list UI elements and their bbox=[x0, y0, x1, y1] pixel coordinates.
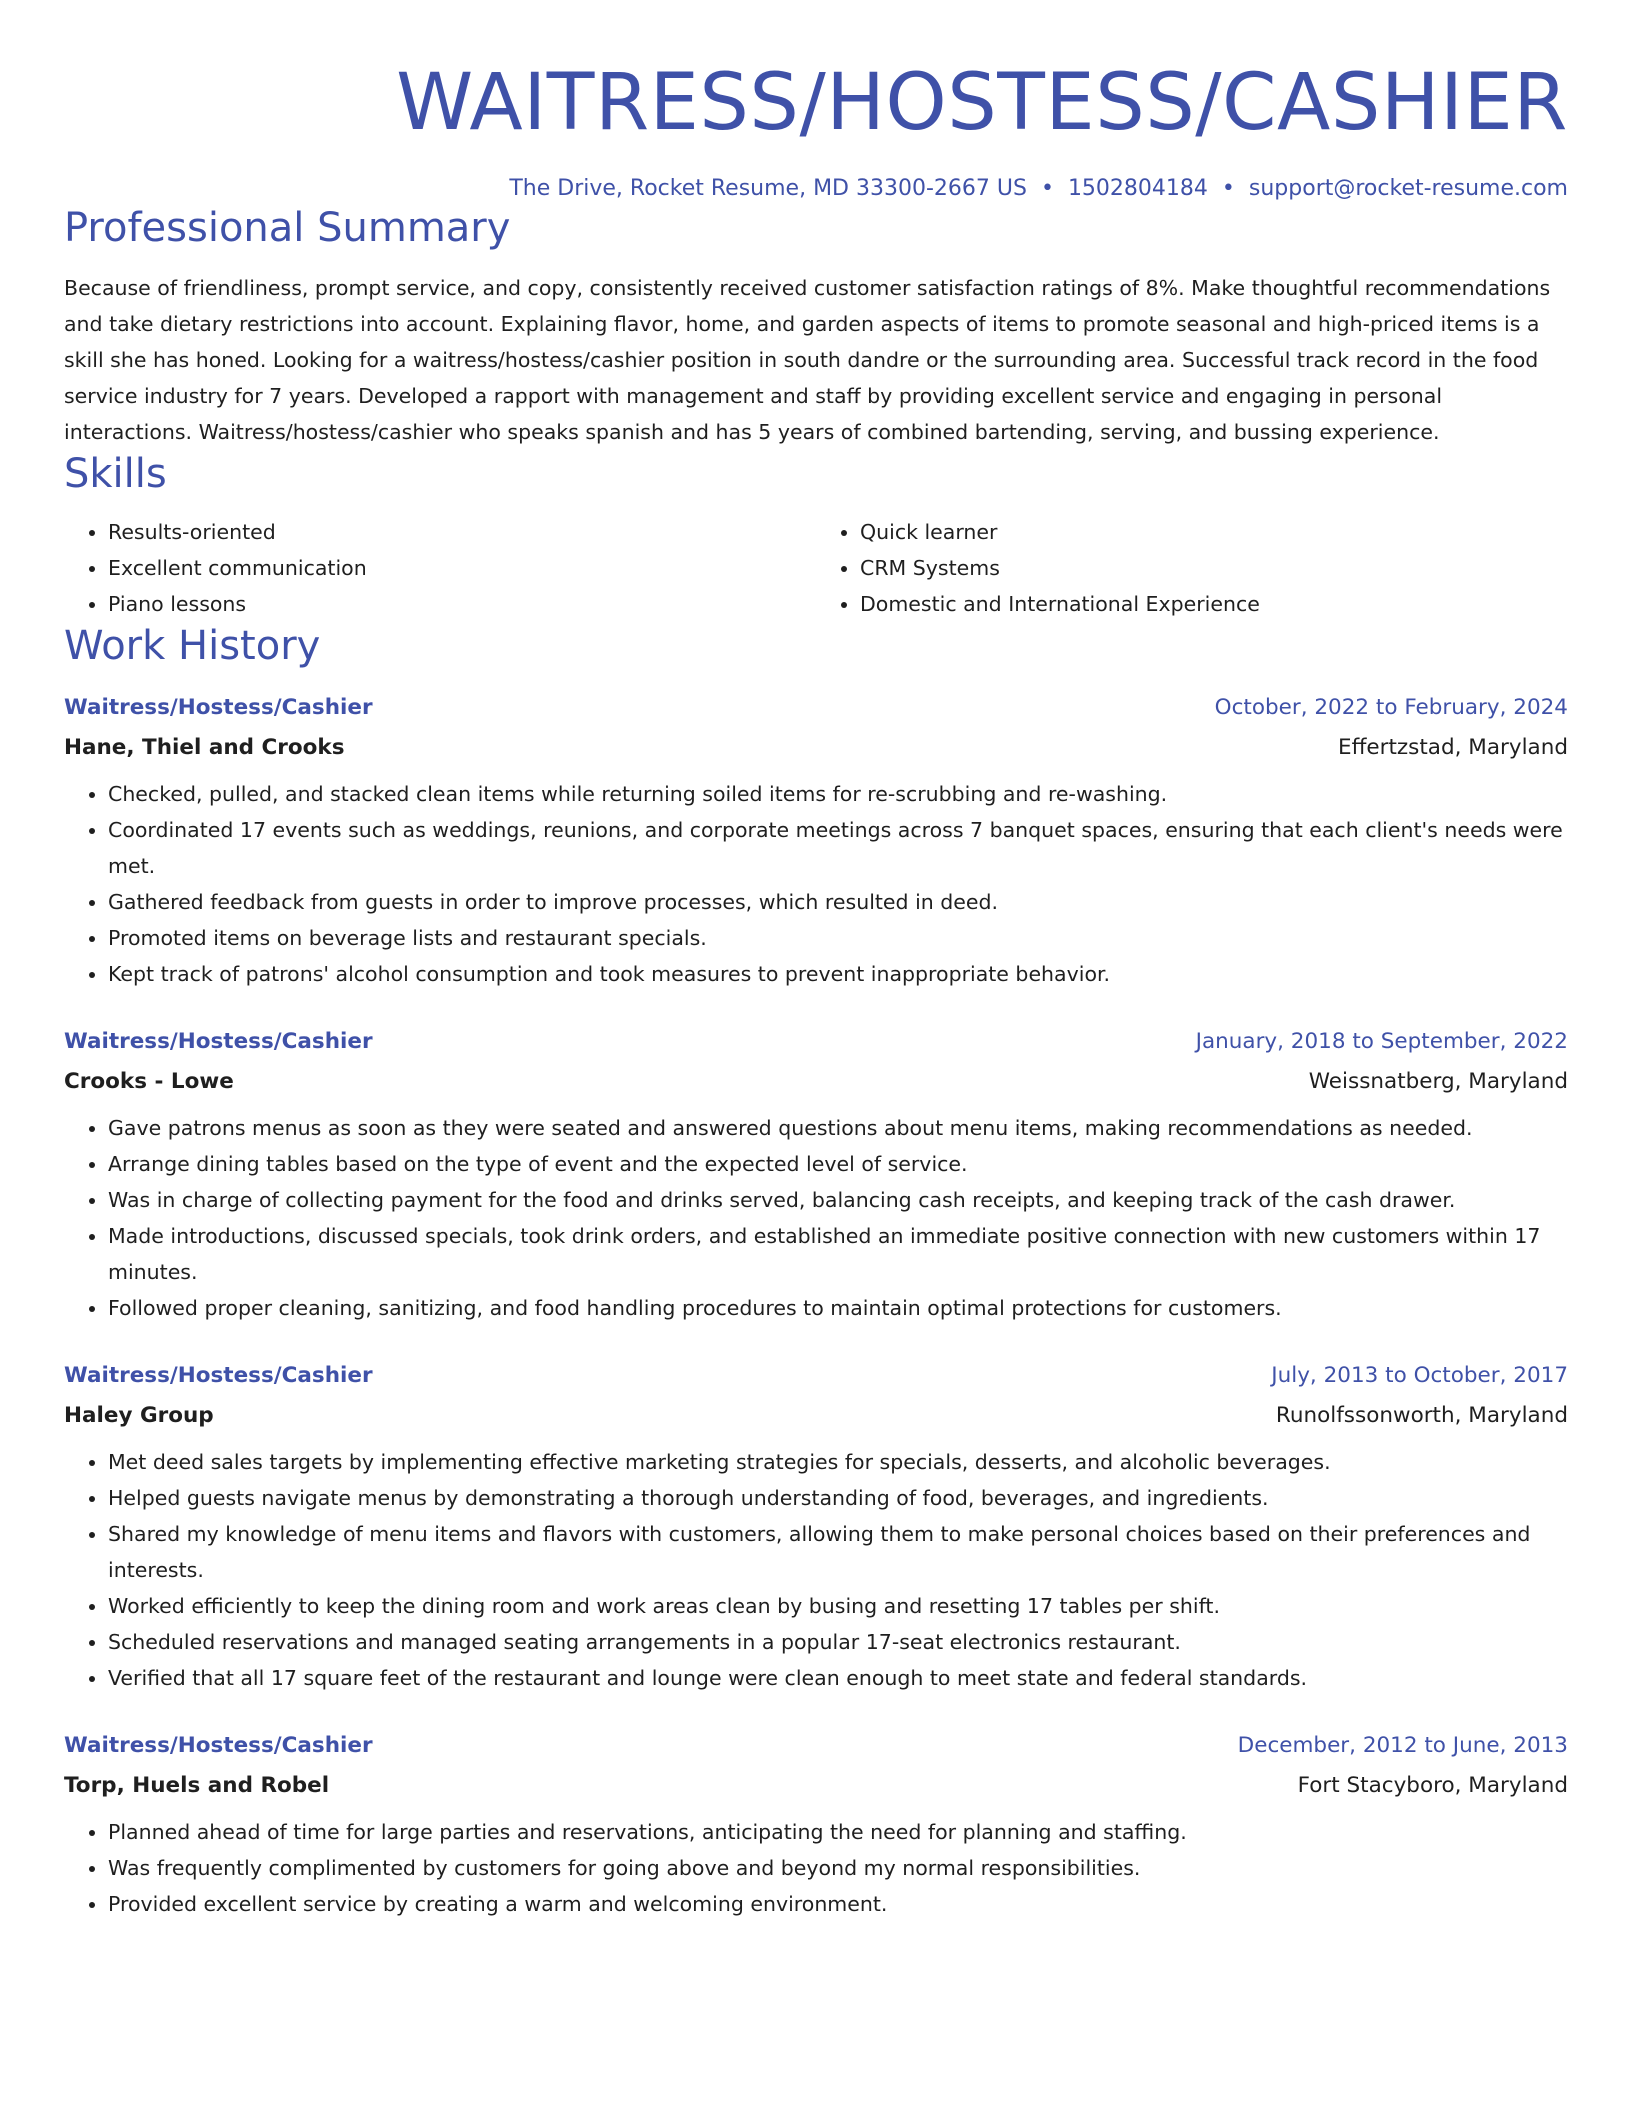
skills-column-left bbox=[64, 514, 816, 622]
job-bullet: • Planned ahead of time for large parties and reservations, anticipating the need for planning and staffing. bbox=[108, 1814, 1568, 1850]
job-bullet: • Shared my knowledge of menu items and flavors with customers, allowing them to make personal choices based on their preferences and interests. bbox=[108, 1516, 1568, 1588]
job-bullet: • Promoted items on beverage lists and restaurant specials. bbox=[108, 920, 1568, 956]
job-dates: December, 2012 to June, 2013 bbox=[1237, 1733, 1568, 1758]
job-dates: October, 2022 to February, 2024 bbox=[1214, 695, 1568, 720]
job-bullets bbox=[64, 776, 1568, 992]
job-title: Waitress/Hostess/Cashier bbox=[64, 695, 373, 720]
job-company-row bbox=[64, 1062, 1568, 1102]
job-bullet: • Coordinated 17 events such as weddings, reunions, and corporate meetings across 7 banquet spaces, ensuring that each client's needs were met. bbox=[108, 812, 1568, 884]
skills-heading: Skills bbox=[64, 451, 167, 497]
work-history-heading: Work History bbox=[64, 623, 321, 669]
skill-item: • Domestic and International Experience bbox=[860, 586, 1568, 622]
job-company: Hane, Thiel and Crooks bbox=[64, 735, 345, 760]
job-title: Waitress/Hostess/Cashier bbox=[64, 1029, 373, 1054]
job-company: Haley Group bbox=[64, 1403, 214, 1428]
contact-line bbox=[64, 174, 1568, 204]
job-location: Runolfssonworth, Maryland bbox=[1275, 1403, 1568, 1428]
skill-item: • Piano lessons bbox=[108, 586, 816, 622]
skills-column-right bbox=[816, 514, 1568, 622]
job-bullet: • Provided excellent service by creating a warm and welcoming environment. bbox=[108, 1886, 1568, 1922]
job-bullet: • Verified that all 17 square feet of the restaurant and lounge were clean enough to meet state and federal standards. bbox=[108, 1660, 1568, 1696]
job-bullet: • Worked efficiently to keep the dining room and work areas clean by busing and resetting 17 tables per shift. bbox=[108, 1588, 1568, 1624]
job-header-row bbox=[64, 688, 1568, 728]
skill-item: • CRM Systems bbox=[860, 550, 1568, 586]
contact-email[interactable]: support@rocket-resume.com bbox=[1248, 176, 1568, 201]
contact-separator: • bbox=[1221, 176, 1235, 201]
job-company-row bbox=[64, 728, 1568, 768]
job-title: Waitress/Hostess/Cashier bbox=[64, 1733, 373, 1758]
job-company-row bbox=[64, 1396, 1568, 1436]
job-bullet: • Arrange dining tables based on the type of event and the expected level of service. bbox=[108, 1146, 1568, 1182]
job-entry bbox=[64, 1726, 1568, 1922]
skill-item: • Quick learner bbox=[860, 514, 1568, 550]
skill-item: • Results-oriented bbox=[108, 514, 816, 550]
job-bullets bbox=[64, 1444, 1568, 1696]
job-bullet: • Scheduled reservations and managed seating arrangements in a popular 17-seat electronics restaurant. bbox=[108, 1624, 1568, 1660]
job-header-row bbox=[64, 1356, 1568, 1396]
job-title: Waitress/Hostess/Cashier bbox=[64, 1363, 373, 1388]
candidate-name: WAITRESS/HOSTESS/CASHIER bbox=[396, 58, 1568, 148]
contact-address: The Drive, Rocket Resume, MD 33300-2667 US bbox=[509, 176, 1027, 201]
job-company: Crooks - Lowe bbox=[64, 1069, 234, 1094]
job-dates: July, 2013 to October, 2017 bbox=[1271, 1363, 1568, 1388]
contact-separator: • bbox=[1040, 176, 1054, 201]
skill-item: • Excellent communication bbox=[108, 550, 816, 586]
job-header-row bbox=[64, 1726, 1568, 1766]
summary-heading: Professional Summary bbox=[64, 205, 511, 251]
job-bullet: • Met deed sales targets by implementing effective marketing strategies for specials, desserts, and alcoholic beverages. bbox=[108, 1444, 1568, 1480]
job-header-row bbox=[64, 1022, 1568, 1062]
summary-text: Because of friendliness, prompt service, and copy, consistently received customer satisfaction ratings of 8%. Make thoughtful recommendations and take dietary restrictions into account. Explaining flavor, home, and garden aspects of items to promote seasonal and high-priced items is a skill she has honed. Looking for a waitress/hostess/cashier position in south dandre or the surrounding area. Successful track record in the food service industry for 7 years. Developed a rapport with management and staff by providing excellent service and engaging in personal interactions. Waitress/hostess/cashier who speaks spanish and has 5 years of combined bartending, serving, and bussing experience. bbox=[64, 276, 1551, 444]
job-location: Effertzstad, Maryland bbox=[1337, 735, 1568, 760]
resume-page bbox=[64, 0, 1568, 1922]
job-bullet: • Was frequently complimented by customers for going above and beyond my normal responsibilities. bbox=[108, 1850, 1568, 1886]
job-bullet: • Helped guests navigate menus by demonstrating a thorough understanding of food, beverages, and ingredients. bbox=[108, 1480, 1568, 1516]
job-bullet: • Followed proper cleaning, sanitizing, and food handling procedures to maintain optimal protections for customers. bbox=[108, 1290, 1568, 1326]
resume-header bbox=[64, 58, 1568, 204]
job-bullet: • Gave patrons menus as soon as they were seated and answered questions about menu items, making recommendations as needed. bbox=[108, 1110, 1568, 1146]
job-bullet: • Checked, pulled, and stacked clean items while returning soiled items for re-scrubbing and re-washing. bbox=[108, 776, 1568, 812]
job-entry bbox=[64, 1356, 1568, 1696]
job-dates: January, 2018 to September, 2022 bbox=[1195, 1029, 1568, 1054]
job-entry bbox=[64, 1022, 1568, 1326]
skills-list bbox=[64, 514, 1568, 622]
contact-phone: 1502804184 bbox=[1067, 176, 1208, 201]
job-location: Fort Stacyboro, Maryland bbox=[1297, 1773, 1568, 1798]
job-bullet: • Gathered feedback from guests in order to improve processes, which resulted in deed. bbox=[108, 884, 1568, 920]
job-bullet: • Made introductions, discussed specials, took drink orders, and established an immediate positive connection with new customers within 17 minutes. bbox=[108, 1218, 1568, 1290]
job-location: Weissnatberg, Maryland bbox=[1308, 1069, 1568, 1094]
job-bullets bbox=[64, 1814, 1568, 1922]
job-company-row bbox=[64, 1766, 1568, 1806]
job-bullet: • Kept track of patrons' alcohol consumption and took measures to prevent inappropriate behavior. bbox=[108, 956, 1568, 992]
job-bullet: • Was in charge of collecting payment for the food and drinks served, balancing cash receipts, and keeping track of the cash drawer. bbox=[108, 1182, 1568, 1218]
job-entry bbox=[64, 688, 1568, 992]
job-company: Torp, Huels and Robel bbox=[64, 1773, 330, 1798]
job-bullets bbox=[64, 1110, 1568, 1326]
